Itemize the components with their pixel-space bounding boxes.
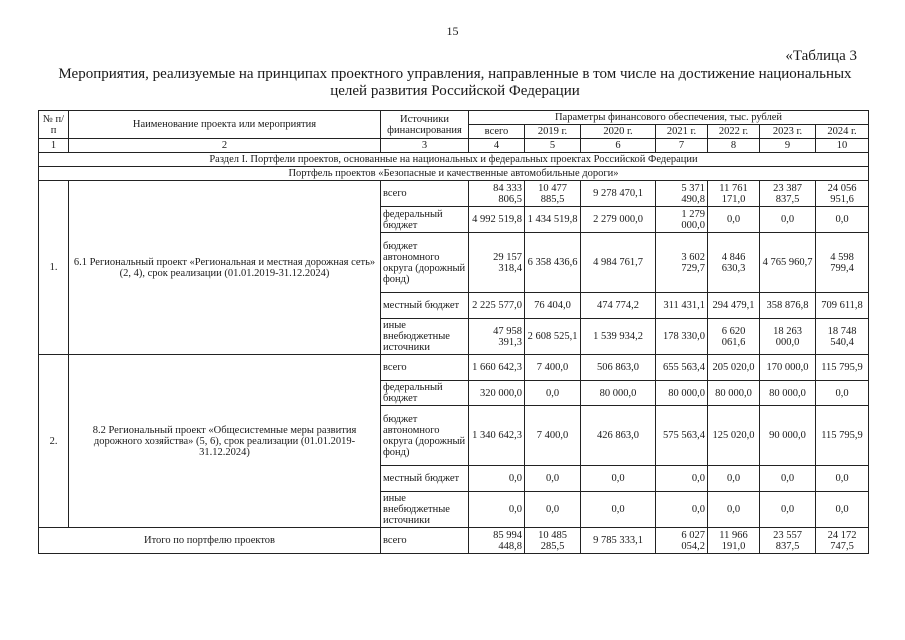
value-cell: 4 765 960,7 — [760, 233, 816, 293]
funding-source: всего — [381, 181, 469, 207]
header-params: Параметры финансового обеспечения, тыс. рублей — [469, 111, 869, 125]
value-cell: 11 761 171,0 — [708, 181, 760, 207]
value-cell: 0,0 — [656, 466, 708, 492]
value-cell: 76 404,0 — [525, 293, 581, 319]
value-cell: 1 340 642,3 — [469, 406, 525, 466]
value-cell: 18 748 540,4 — [816, 319, 869, 355]
value-cell: 0,0 — [760, 466, 816, 492]
value-cell: 0,0 — [760, 207, 816, 233]
header-col: 2020 г. — [581, 125, 656, 139]
page-number: 15 — [446, 24, 459, 38]
value-cell: 0,0 — [708, 466, 760, 492]
value-cell: 23 387 837,5 — [760, 181, 816, 207]
value-cell: 311 431,1 — [656, 293, 708, 319]
value-cell: 11 966 191,0 — [708, 528, 760, 554]
value-cell: 0,0 — [581, 466, 656, 492]
value-cell: 205 020,0 — [708, 355, 760, 381]
value-cell: 0,0 — [656, 492, 708, 528]
value-cell: 4 992 519,8 — [469, 207, 525, 233]
value-cell: 115 795,9 — [816, 355, 869, 381]
value-cell: 0,0 — [760, 492, 816, 528]
value-cell: 0,0 — [469, 466, 525, 492]
value-cell: 18 263 000,0 — [760, 319, 816, 355]
value-cell: 0,0 — [525, 381, 581, 406]
value-cell: 178 330,0 — [656, 319, 708, 355]
project-number: 2. — [39, 355, 69, 528]
value-cell: 474 774,2 — [581, 293, 656, 319]
value-cell: 4 984 761,7 — [581, 233, 656, 293]
value-cell: 9 278 470,1 — [581, 181, 656, 207]
header-col: 2023 г. — [760, 125, 816, 139]
header-col: 2022 г. — [708, 125, 760, 139]
value-cell: 2 225 577,0 — [469, 293, 525, 319]
value-cell: 0,0 — [708, 207, 760, 233]
header-no: № п/п — [39, 111, 69, 139]
value-cell: 0,0 — [816, 466, 869, 492]
value-cell: 80 000,0 — [581, 381, 656, 406]
column-number: 9 — [760, 139, 816, 153]
value-cell: 80 000,0 — [708, 381, 760, 406]
value-cell: 80 000,0 — [656, 381, 708, 406]
column-number: 3 — [381, 139, 469, 153]
value-cell: 0,0 — [816, 381, 869, 406]
value-cell: 0,0 — [708, 492, 760, 528]
value-cell: 7 400,0 — [525, 406, 581, 466]
value-cell: 294 479,1 — [708, 293, 760, 319]
financing-table — [38, 110, 869, 554]
value-cell: 47 958 391,3 — [469, 319, 525, 355]
funding-source: всего — [381, 528, 469, 554]
total-label: Итого по портфелю проектов — [39, 528, 381, 554]
value-cell: 1 660 642,3 — [469, 355, 525, 381]
funding-source: местный бюджет — [381, 466, 469, 492]
value-cell: 10 485 285,5 — [525, 528, 581, 554]
value-cell: 24 056 951,6 — [816, 181, 869, 207]
header-col: 2019 г. — [525, 125, 581, 139]
value-cell: 1 539 934,2 — [581, 319, 656, 355]
total-row — [39, 528, 869, 554]
funding-source: всего — [381, 355, 469, 381]
value-cell: 90 000,0 — [760, 406, 816, 466]
value-cell: 4 846 630,3 — [708, 233, 760, 293]
funding-source: федеральный бюджет — [381, 207, 469, 233]
funding-source: иные внебюджетные источники — [381, 319, 469, 355]
funding-source: бюджет автономного округа (дорожный фонд) — [381, 233, 469, 293]
project-name: 8.2 Региональный проект «Общесистемные меры развития дорожного хозяйства» (5, 6), срок реализации (01.01.2019-31.12.2024) — [69, 355, 381, 528]
header-sources: Источники финансирования — [381, 111, 469, 139]
value-cell: 80 000,0 — [760, 381, 816, 406]
table-row — [39, 355, 869, 381]
column-number: 1 — [39, 139, 69, 153]
value-cell: 0,0 — [525, 492, 581, 528]
value-cell: 0,0 — [525, 466, 581, 492]
value-cell: 9 785 333,1 — [581, 528, 656, 554]
value-cell: 84 333 806,5 — [469, 181, 525, 207]
value-cell: 0,0 — [816, 492, 869, 528]
page-title — [40, 66, 870, 100]
value-cell: 655 563,4 — [656, 355, 708, 381]
header-col: 2024 г. — [816, 125, 869, 139]
title-line-1: Мероприятия, реализуемые на принципах проектного управления, направленные в том числе на достижение национальных — [58, 66, 852, 82]
value-cell: 7 400,0 — [525, 355, 581, 381]
value-cell: 709 611,8 — [816, 293, 869, 319]
value-cell: 4 598 799,4 — [816, 233, 869, 293]
value-cell: 575 563,4 — [656, 406, 708, 466]
value-cell: 6 620 061,6 — [708, 319, 760, 355]
funding-source: местный бюджет — [381, 293, 469, 319]
table-label: «Таблица 3 — [785, 48, 857, 64]
value-cell: 426 863,0 — [581, 406, 656, 466]
portfolio-title: Портфель проектов «Безопасные и качественные автомобильные дороги» — [39, 167, 869, 181]
value-cell: 358 876,8 — [760, 293, 816, 319]
value-cell: 5 371 490,8 — [656, 181, 708, 207]
value-cell: 6 358 436,6 — [525, 233, 581, 293]
title-line-2: целей развития Российской Федерации — [330, 83, 580, 99]
column-number: 5 — [525, 139, 581, 153]
funding-source: иные внебюджетные источники — [381, 492, 469, 528]
value-cell: 506 863,0 — [581, 355, 656, 381]
column-number: 6 — [581, 139, 656, 153]
value-cell: 24 172 747,5 — [816, 528, 869, 554]
column-number: 7 — [656, 139, 708, 153]
column-number: 4 — [469, 139, 525, 153]
project-name: 6.1 Региональный проект «Региональная и местная дорожная сеть» (2, 4), срок реализации (01.01.2019-31.12.2024) — [69, 181, 381, 355]
column-number: 8 — [708, 139, 760, 153]
value-cell: 6 027 054,2 — [656, 528, 708, 554]
value-cell: 0,0 — [816, 207, 869, 233]
column-number: 2 — [69, 139, 381, 153]
value-cell: 29 157 318,4 — [469, 233, 525, 293]
value-cell: 320 000,0 — [469, 381, 525, 406]
funding-source: федеральный бюджет — [381, 381, 469, 406]
value-cell: 1 434 519,8 — [525, 207, 581, 233]
value-cell: 2 608 525,1 — [525, 319, 581, 355]
project-number: 1. — [39, 181, 69, 355]
value-cell: 125 020,0 — [708, 406, 760, 466]
section-title: Раздел I. Портфели проектов, основанные на национальных и федеральных проектах Российской Федерации — [39, 153, 869, 167]
value-cell: 85 994 448,8 — [469, 528, 525, 554]
header-name: Наименование проекта или мероприятия — [69, 111, 381, 139]
value-cell: 3 602 729,7 — [656, 233, 708, 293]
header-col: 2021 г. — [656, 125, 708, 139]
funding-source: бюджет автономного округа (дорожный фонд) — [381, 406, 469, 466]
value-cell: 10 477 885,5 — [525, 181, 581, 207]
table-row — [39, 181, 869, 207]
value-cell: 170 000,0 — [760, 355, 816, 381]
value-cell: 0,0 — [581, 492, 656, 528]
value-cell: 2 279 000,0 — [581, 207, 656, 233]
value-cell: 0,0 — [469, 492, 525, 528]
value-cell: 115 795,9 — [816, 406, 869, 466]
value-cell: 23 557 837,5 — [760, 528, 816, 554]
value-cell: 1 279 000,0 — [656, 207, 708, 233]
header-col: всего — [469, 125, 525, 139]
column-number: 10 — [816, 139, 869, 153]
